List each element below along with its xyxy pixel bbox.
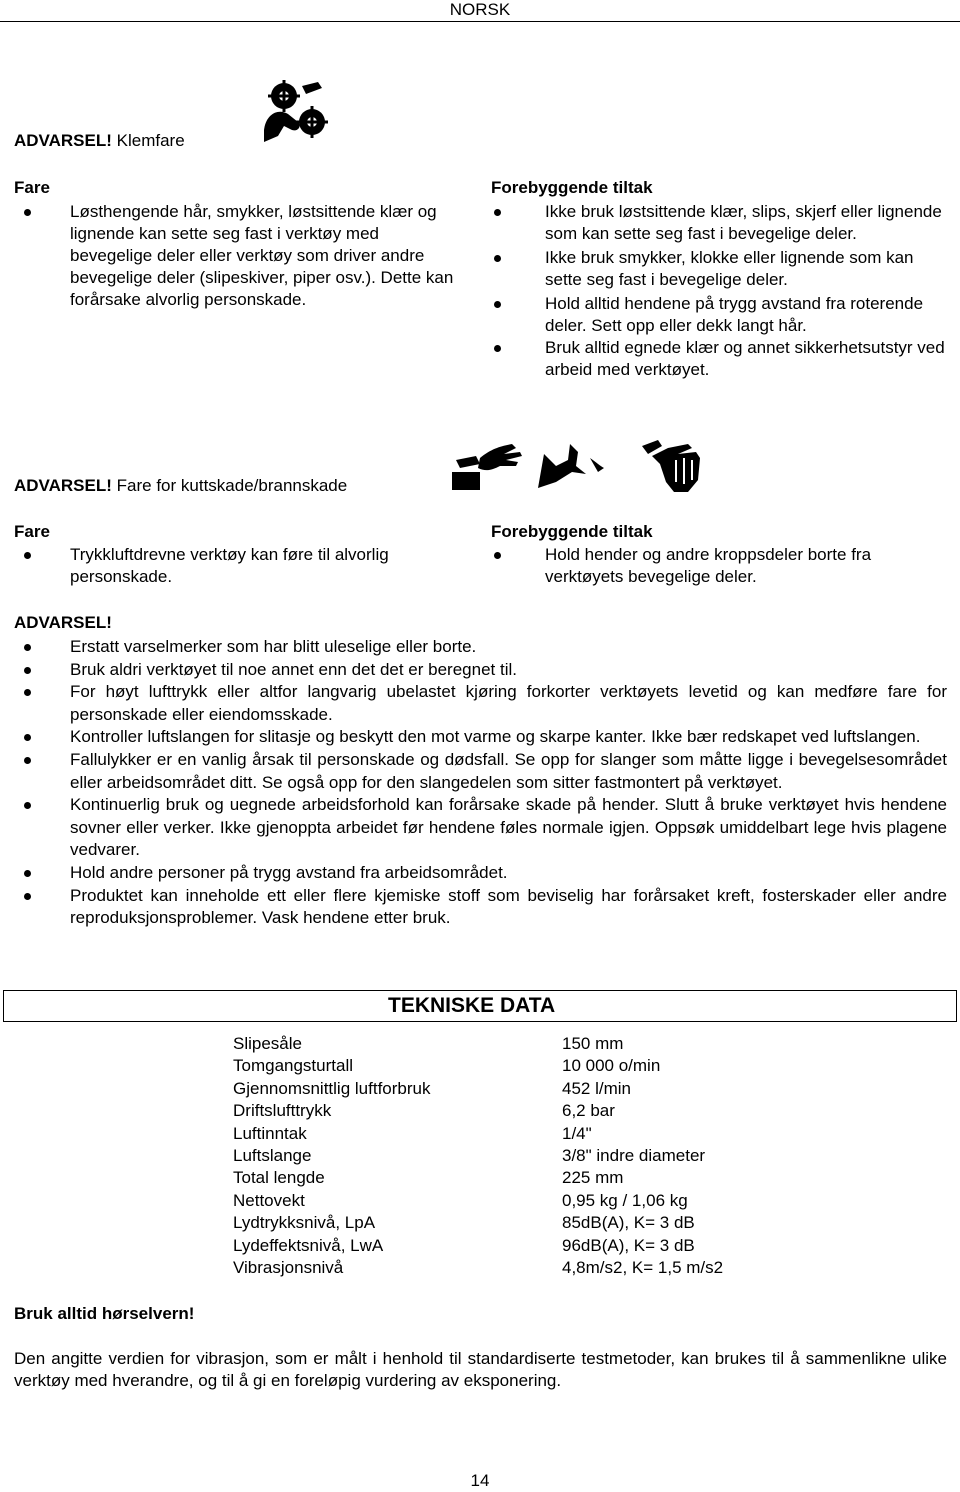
spec-value: 10 000 o/min [562,1056,661,1076]
list-item: Fallulykker er en vanlig årsak til personskade og dødsfall. Se opp for slanger som måtte ligge i bevegelsesområdet eller arbeidsområdet ditt. Se også opp for den slangedelen som sitter fastmontert på verktøyet. [14,749,947,794]
spec-value: 6,2 bar [562,1101,615,1121]
spec-value: 150 mm [562,1034,624,1053]
spec-value: 96dB(A), K= 3 dB [562,1235,695,1255]
list-item: Ikke bruk smykker, klokke eller lignende som kan sette seg fast i bevegelige deler. [491,247,951,291]
spec-value: 225 mm [562,1168,624,1188]
warning-crush-heading [14,130,185,152]
prevention-title: Forebyggende tiltak [491,178,653,197]
list-item: Trykkluftdrevne verktøy kan føre til alvorlig personskade. [14,544,464,588]
list-item: Løsthengende hår, smykker, løstsittende klær og lignende kan sette seg fast i verktøy med bevegelige deler eller verktøy som driver andre bevegelige deler (slipeskiver, piper osv.). Dette kan forårsake alvorlig personskade. [14,201,464,311]
page-header: NORSK [0,0,960,22]
hazard-title: Fare [14,522,50,541]
list-item: Ikke bruk løstsittende klær, slips, skjerf eller lignende som kan sette seg fast i bevegelige deler. [491,201,951,245]
list-item: Hold hender og andre kroppsdeler borte fra verktøyets bevegelige deler. [491,544,951,588]
list-item: Kontinuerlig bruk og uegnede arbeidsforhold kan forårsake skade på hender. Slutt å bruke verktøyet hvis hendene sovner eller verker. Ikke gjenoppta arbeidet før hendene føles normale igjen. Oppsøk umiddelbart lege hvis plagene vedvarer. [14,794,947,862]
warning-topic: Klemfare [111,131,185,150]
spec-label: Luftinntak [233,1123,307,1143]
tech-data-title: TEKNISKE DATA [388,994,556,1017]
spec-value: 4,8m/s2, K= 1,5 m/s2 [562,1258,724,1277]
list-item: Hold alltid hendene på trygg avstand fra roterende deler. Sett opp eller dekk langt hår. [491,293,951,337]
vibration-note: Den angitte verdien for vibrasjon, som er målt i henhold til standardiserte testmetoder, kan brukes til å sammenlikne ulike verktøy med hverandre, og til å gi en foreløpig vurdering av eksponering. [14,1349,947,1390]
warning-label: ADVARSEL! [14,476,112,495]
spec-label: Lydeffektsnivå, LwA [233,1235,384,1255]
spec-value: 3/8" indre diameter [562,1146,706,1165]
warning-topic: Fare for kuttskade/brannskade [111,476,348,495]
list-item: Produktet kan inneholde ett eller flere kjemiske stoff som beviselig har forårsaket kreft, fosterskader eller andre reproduksjonsproblemer. Vask hendene etter bruk. [14,885,947,930]
list-item: Hold andre personer på trygg avstand fra arbeidsområdet. [14,862,947,885]
hazard-list [14,544,464,588]
entanglement-hazard-icon [258,78,334,150]
spec-label: Tomgangsturtall [233,1056,354,1076]
list-item: Kontroller luftslangen for slitasje og beskytt den mot varme og skarpe kanter. Ikke bær redskapet ved luftslangen. [14,726,947,749]
spec-label: Lydtrykksnivå, LpA [233,1213,376,1233]
warning-cut-heading [14,475,347,497]
spec-label: Vibrasjonsnivå [233,1258,344,1277]
prevention-list [491,201,951,381]
spec-label: Slipesåle [233,1034,302,1053]
prevention-list [491,544,951,588]
spec-value: 452 l/min [562,1078,631,1098]
list-item: Bruk alltid egnede klær og annet sikkerhetsutstyr ved arbeid med verktøyet. [491,337,951,381]
hearing-protection-note: Bruk alltid hørselvern! [14,1304,195,1323]
spec-label: Total lengde [233,1168,325,1188]
warning-label: ADVARSEL! [14,131,112,150]
spec-label: Gjennomsnittlig luftforbruk [233,1078,431,1098]
list-item: For høyt lufttrykk eller altfor langvarig ubelastet kjøring forkorter verktøyets levetid og kan medføre fare for personskade eller eiendomsskade. [14,681,947,726]
spec-label: Luftslange [233,1146,312,1165]
spec-label: Nettovekt [233,1190,305,1210]
spec-value: 85dB(A), K= 3 dB [562,1213,695,1233]
general-warning-list [14,636,947,930]
list-item: Erstatt varselmerker som har blitt uleselige eller borte. [14,636,947,659]
warning-general-heading: ADVARSEL! [14,613,112,632]
spec-value: 0,95 kg / 1,06 kg [562,1190,688,1210]
hazard-list [14,201,464,311]
prevention-title: Forebyggende tiltak [491,522,653,541]
page-number: 14 [470,1471,490,1490]
spec-label: Driftslufttrykk [233,1101,332,1121]
cut-burn-hazard-icons [452,438,722,494]
hazard-title: Fare [14,178,50,197]
spec-value: 1/4" [562,1123,592,1143]
list-item: Bruk aldri verktøyet til noe annet enn det det er beregnet til. [14,659,947,682]
